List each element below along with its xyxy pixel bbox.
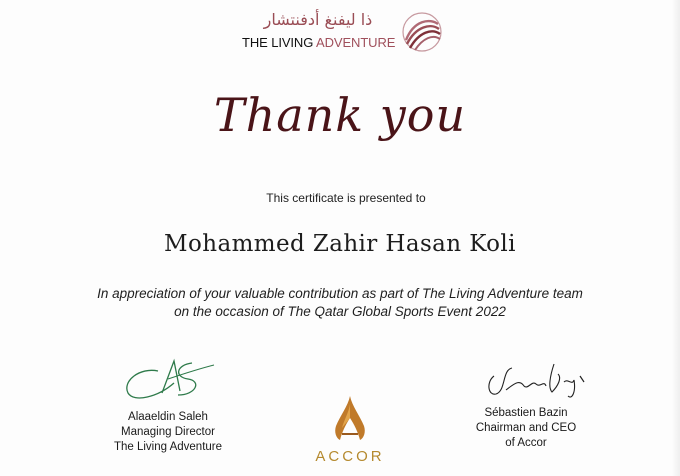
accor-flame-icon <box>330 394 370 442</box>
left-signatory-title: Managing Director <box>121 426 215 438</box>
presented-to-text: This certificate is presented to <box>266 191 426 205</box>
living-adventure-swirl-icon <box>400 10 444 54</box>
left-signature <box>118 353 218 405</box>
recipient-name: Mohammed Zahir Hasan Koli <box>164 231 516 257</box>
left-signatory-organization: The Living Adventure <box>113 441 223 453</box>
accor-wordmark: ACCOR <box>315 448 385 465</box>
appreciation-text <box>20 285 660 321</box>
right-signatory-name: Sébastien Bazin <box>484 407 568 419</box>
thank-you-heading: Thank you <box>213 88 467 142</box>
logo-english-text <box>242 35 395 50</box>
appreciation-line-1: In appreciation of your valuable contribution as part of The Living Adventure team <box>97 286 583 301</box>
left-signatory <box>88 410 248 455</box>
living-adventure-logo <box>240 10 450 56</box>
left-signatory-name: Alaaeldin Saleh <box>128 411 208 423</box>
right-signatory-title: Chairman and CEO <box>475 422 577 434</box>
right-signatory <box>446 406 606 451</box>
right-signatory-organization: of Accor <box>505 437 547 449</box>
accor-logo <box>302 394 398 468</box>
logo-english-accent: ADVENTURE <box>316 35 396 50</box>
appreciation-line-2: on the occasion of The Qatar Global Sports Event 2022 <box>174 304 506 319</box>
logo-arabic-text: ذا ليفنغ أدفنتشار <box>263 10 373 29</box>
right-signature <box>484 356 590 402</box>
logo-english-prefix: THE LIVING <box>242 35 317 50</box>
